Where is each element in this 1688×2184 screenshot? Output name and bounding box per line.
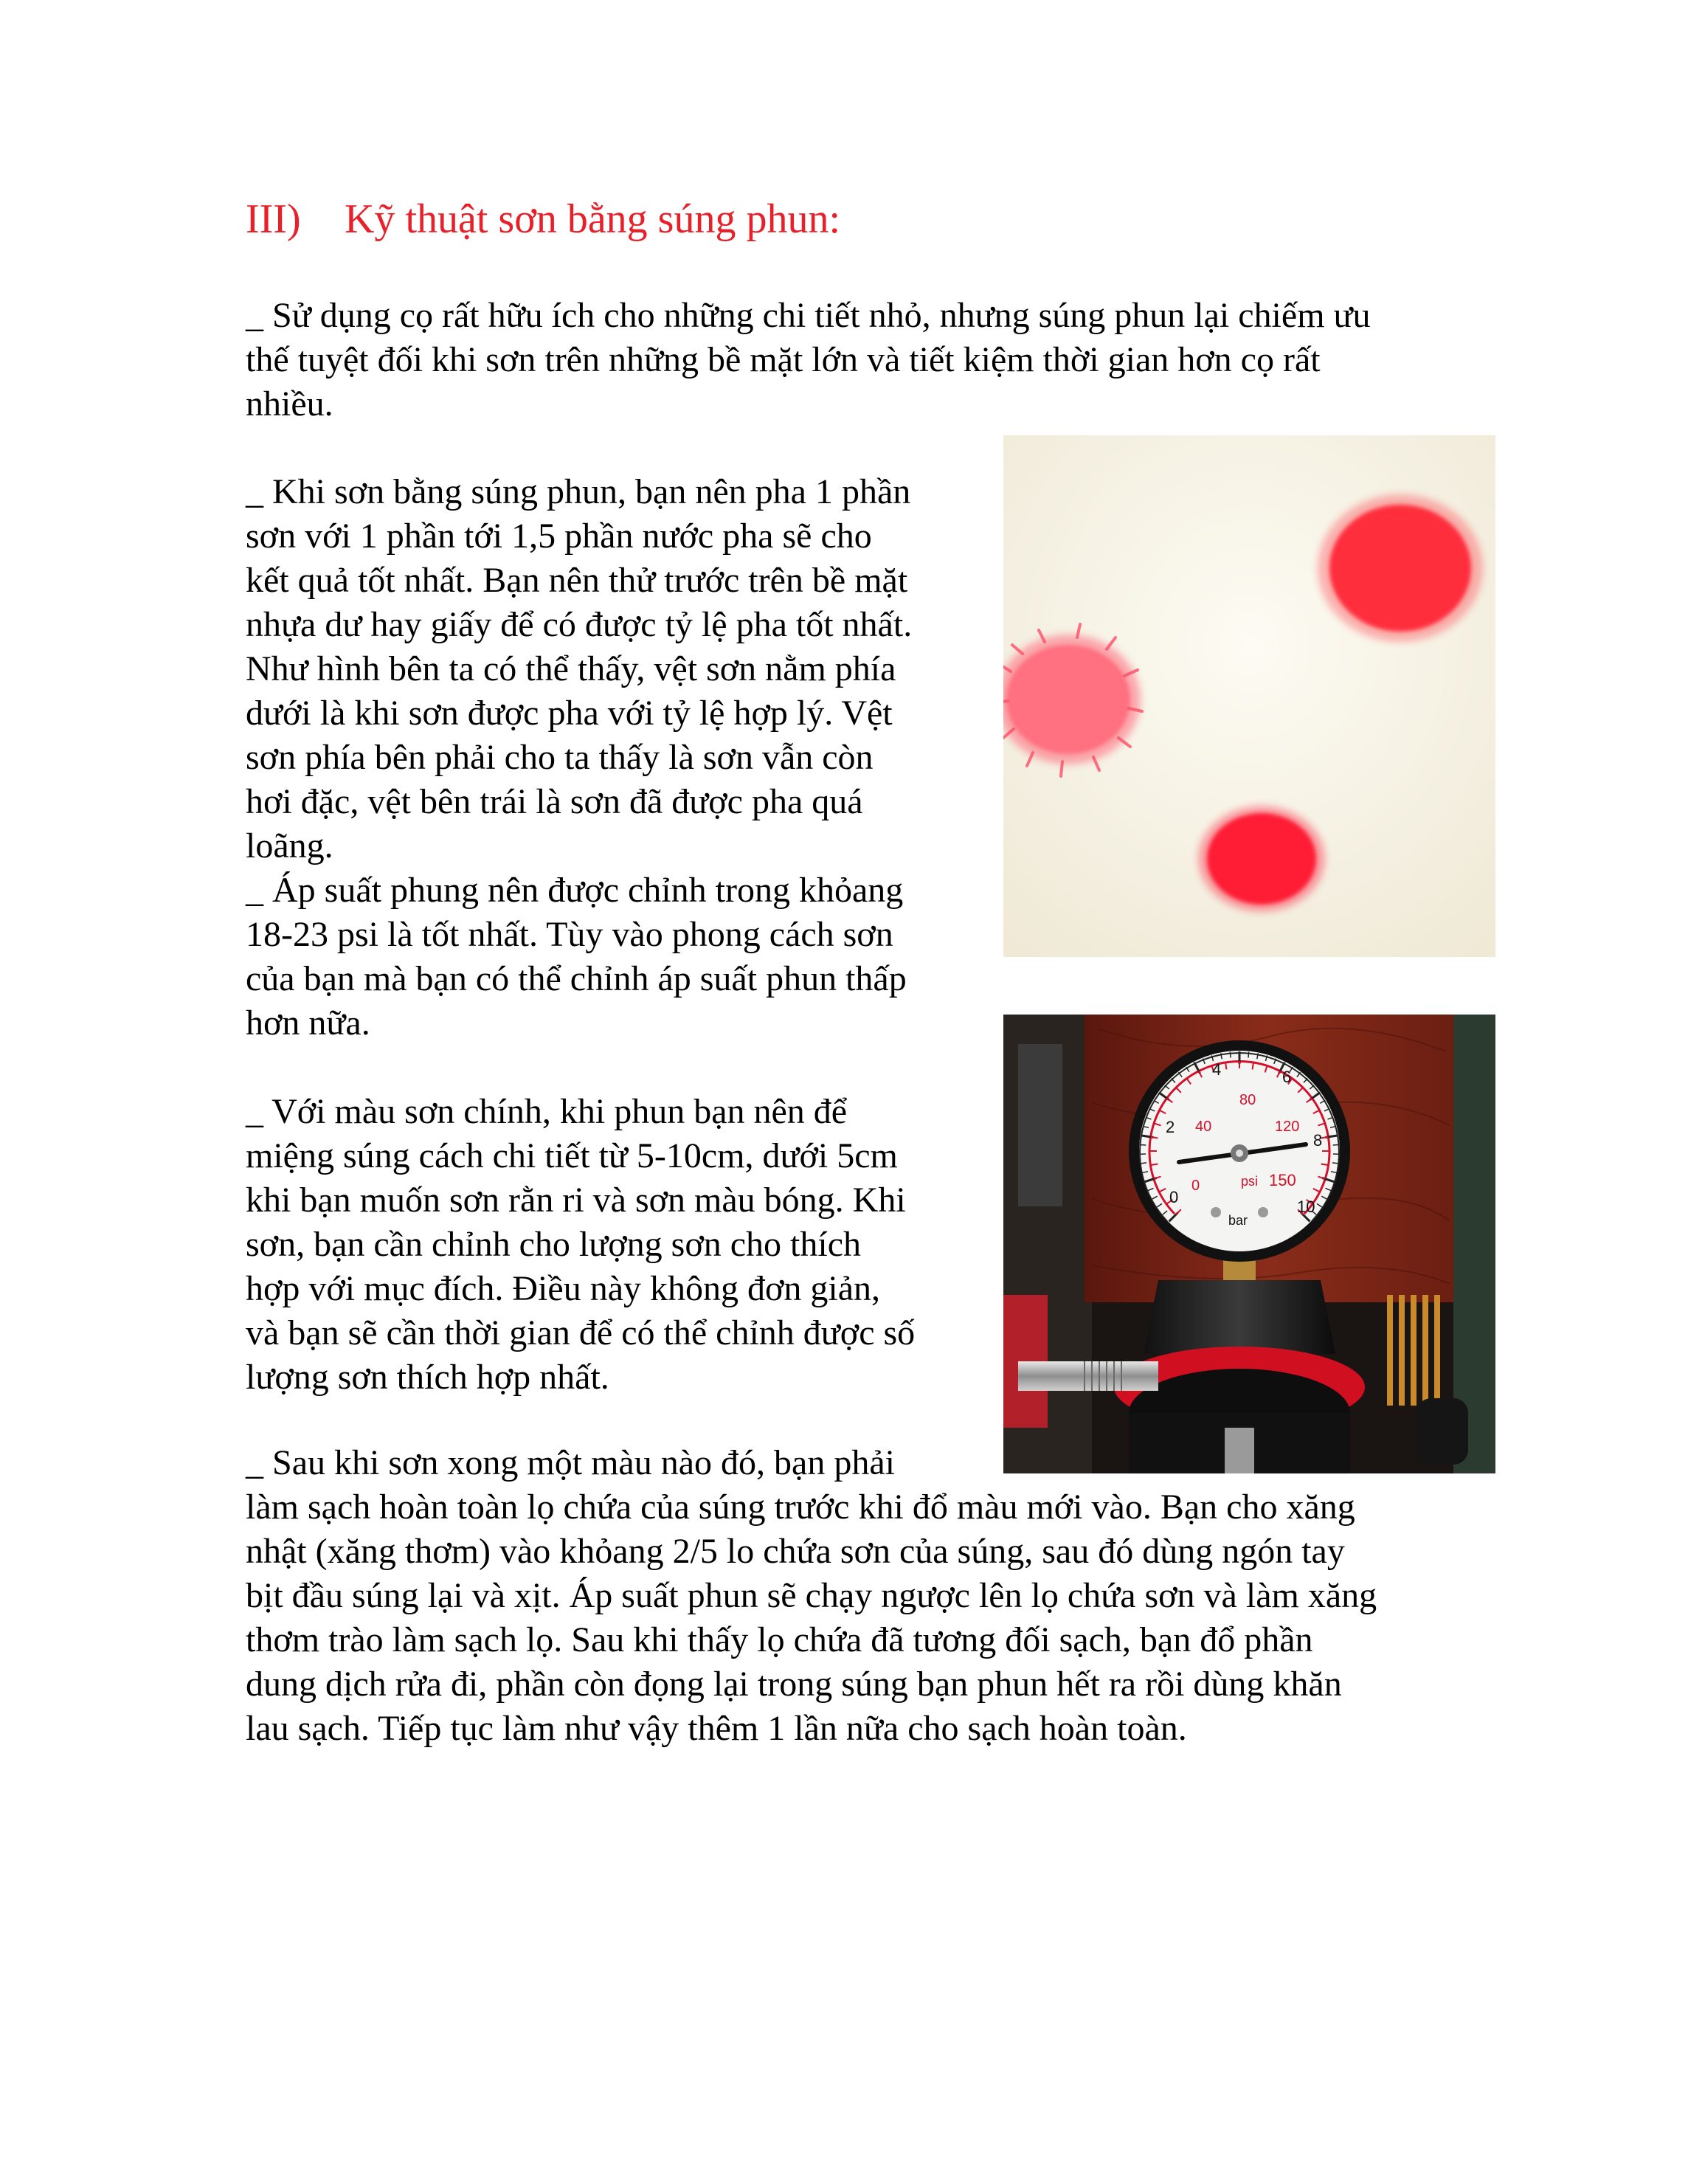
text-line: nhật (xăng thơm) vào khỏang 2/5 lo chứa sơn của súng, sau đó dùng ngón tay [246, 1532, 1345, 1571]
text-line: khi bạn muốn sơn rằn ri và sơn màu bóng. Khi [246, 1181, 906, 1220]
text-line: miệng súng cách chi tiết từ 5-10cm, dưới 5cm [246, 1136, 898, 1175]
text-line: 18-23 psi là tốt nhất. Tùy vào phong cách sơn [246, 915, 893, 954]
text-line: bịt đầu súng lại và xịt. Áp suất phun sẽ chạy ngược lên lọ chứa sơn và làm xăng [246, 1576, 1377, 1615]
bar-tick-mark [1333, 1145, 1339, 1146]
pressure-gauge-photo [1003, 1015, 1495, 1473]
bar-tick-mark [1141, 1163, 1146, 1164]
paragraph-mixing [246, 470, 983, 1046]
text-line: Như hình bên ta có thể thấy, vệt sơn nằm phía [246, 649, 896, 688]
text-line: _ Sau khi sơn xong một màu nào đó, bạn phải [246, 1443, 895, 1482]
bar-tick-0: 0 [1169, 1188, 1179, 1206]
text-line: nhiều. [246, 384, 333, 424]
paint-spots-illustration [1003, 435, 1495, 957]
text-line: _ Khi sơn bằng súng phun, bạn nên pha 1 phần [246, 472, 911, 511]
psi-tick-80: 80 [1239, 1092, 1256, 1108]
text-line: sơn, bạn cần chỉnh cho lượng sơn cho thích [246, 1225, 861, 1264]
air-fitting [1018, 1361, 1158, 1391]
text-line: _ Với màu sơn chính, khi phun bạn nên để [246, 1092, 848, 1131]
section-title: Kỹ thuật sơn bằng súng phun: [345, 196, 841, 242]
thick-paint-spot [1318, 494, 1483, 642]
bar-tick-mark [1230, 1052, 1231, 1058]
psi-tick-150: 150 [1269, 1171, 1296, 1189]
section-heading [246, 193, 840, 245]
bar-tick-mark [1248, 1052, 1249, 1058]
bar-tick-6: 6 [1282, 1068, 1292, 1086]
paragraph-distance [246, 1090, 983, 1400]
text-line: dung dịch rửa đi, phần còn đọng lại trong súng bạn phun hết ra rồi dùng khăn [246, 1665, 1342, 1704]
psi-tick-0: 0 [1191, 1178, 1200, 1194]
paragraph-intro [246, 294, 1478, 426]
text-line: lau sạch. Tiếp tục làm như vậy thêm 1 lần nữa cho sạch hoàn toàn. [246, 1709, 1187, 1748]
text-line: hợp với mục đích. Điều này không đơn giản, [246, 1269, 881, 1308]
bar-tick-2: 2 [1166, 1118, 1175, 1136]
bar-tick-4: 4 [1212, 1060, 1222, 1079]
psi-tick-120: 120 [1275, 1119, 1300, 1135]
text-line: hơi đặc, vệt bên trái là sơn đã được pha quá [246, 782, 863, 821]
bar-unit-label: bar [1228, 1213, 1248, 1228]
text-line: kết quả tốt nhất. Bạn nên thử trước trên bề mặt [246, 561, 908, 600]
text-line: _ Sử dụng cọ rất hữu ích cho những chi tiết nhỏ, nhưng súng phun lại chiếm ưu [246, 296, 1371, 335]
bar-tick-mark [1140, 1145, 1146, 1146]
bar-tick-mark [1332, 1163, 1338, 1164]
text-line: thơm trào làm sạch lọ. Sau khi thấy lọ chứa đã tương đối sạch, bạn đổ phần [246, 1620, 1313, 1659]
psi-unit-label: psi [1241, 1174, 1259, 1189]
text-line: loãng. [246, 826, 333, 865]
paragraph-cleaning [246, 1441, 1485, 1751]
paint-spots-photo [1003, 435, 1495, 957]
text-line: của bạn mà bạn có thể chỉnh áp suất phun thấp [246, 959, 907, 998]
text-line: làm sạch hoàn toàn lọ chứa của súng trước khi đổ màu mới vào. Bạn cho xăng [246, 1487, 1355, 1527]
text-line: thế tuyệt đối khi sơn trên những bề mặt lớn và tiết kiệm thời gian hơn cọ rất [246, 340, 1321, 379]
text-line: hơn nữa. [246, 1003, 370, 1043]
text-line: sơn với 1 phần tới 1,5 phần nước pha sẽ cho [246, 516, 872, 556]
text-line: nhựa dư hay giấy để có được tỷ lệ pha tốt nhất. [246, 605, 913, 644]
bar-tick-10: 10 [1297, 1198, 1315, 1216]
regulator-body [1144, 1280, 1335, 1354]
text-line: lượng sơn thích hợp nhất. [246, 1358, 609, 1397]
text-line: dưới là khi sơn được pha với tỷ lệ hợp lý. Vệt [246, 694, 893, 733]
ideal-paint-spot [1198, 806, 1325, 912]
pressure-gauge [1129, 1040, 1350, 1262]
text-line: _ Áp suất phung nên được chỉnh trong khỏang [246, 871, 904, 910]
psi-tick-40: 40 [1195, 1119, 1212, 1135]
pressure-gauge-illustration [1003, 1015, 1495, 1473]
bar-tick-8: 8 [1313, 1131, 1323, 1150]
section-number: III) [246, 196, 301, 242]
text-line: và bạn sẽ cần thời gian để có thể chỉnh được số [246, 1313, 916, 1352]
text-line: sơn phía bên phải cho ta thấy là sơn vẫn còn [246, 738, 874, 777]
